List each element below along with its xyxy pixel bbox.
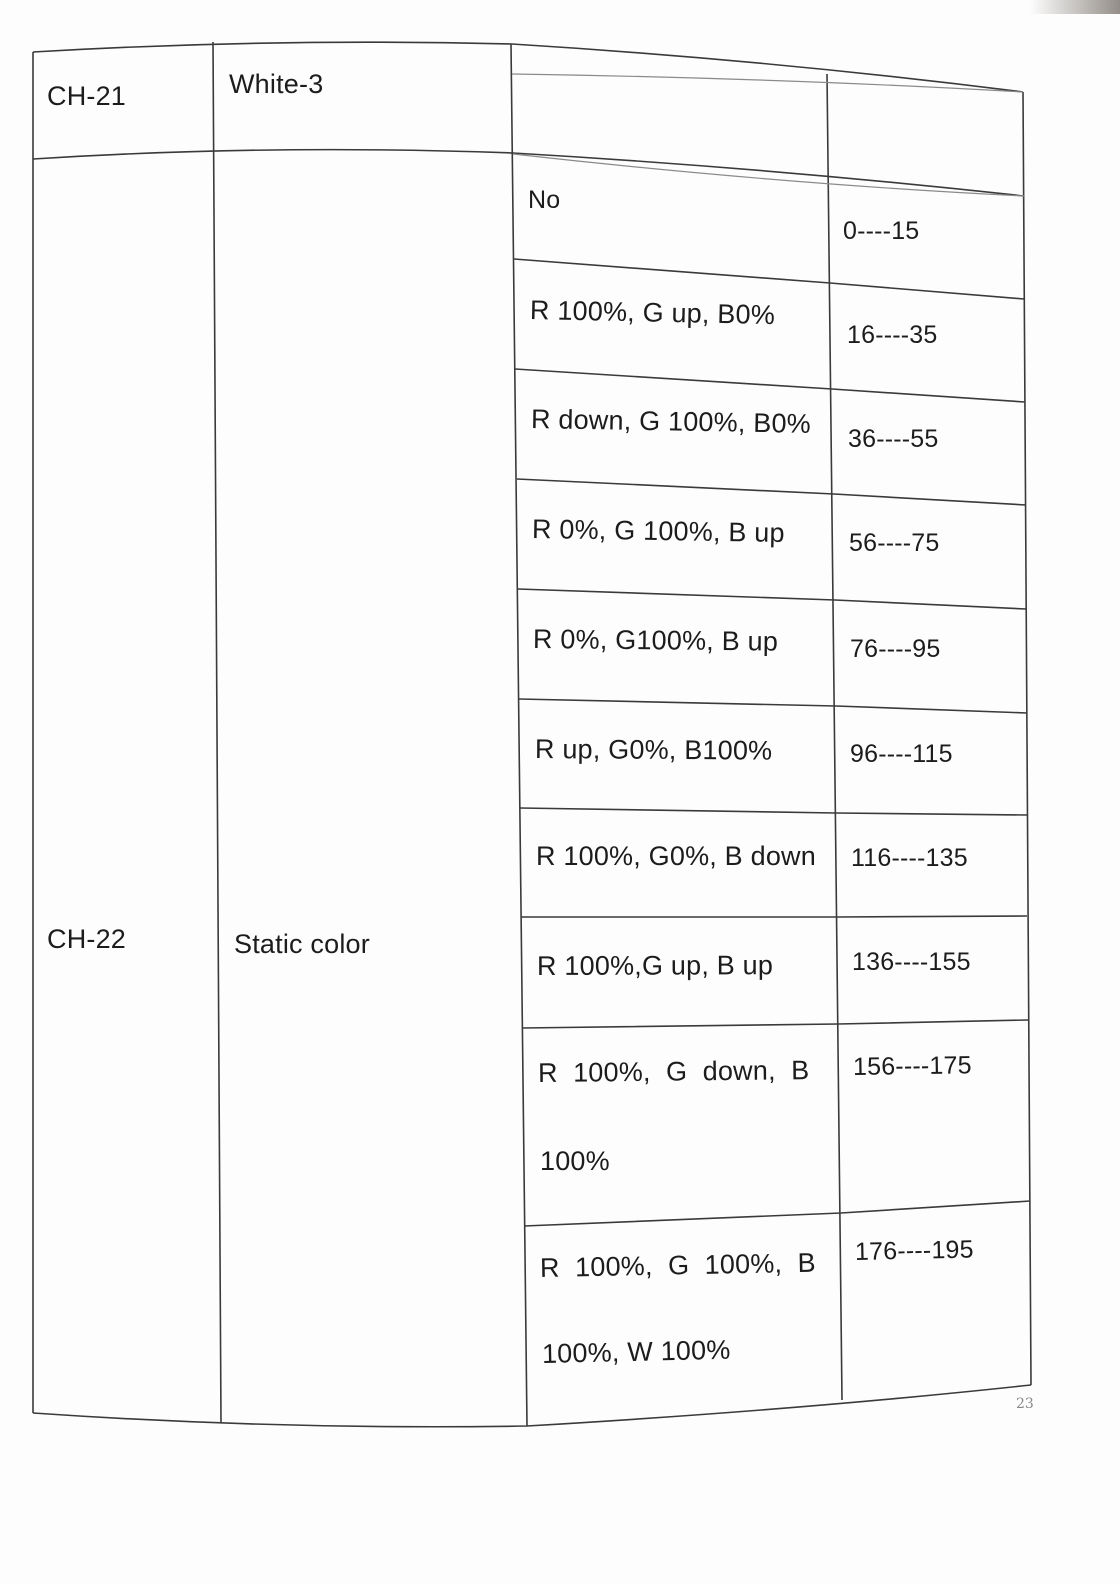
entry-description: R 0%, G100%, B up bbox=[532, 624, 779, 657]
entry-range: 56----75 bbox=[849, 529, 940, 557]
entry-description: R 100%, G0%, B down bbox=[536, 841, 816, 871]
entry-description: R down, G 100%, B0% bbox=[530, 404, 812, 439]
page-number: 23 bbox=[1016, 1396, 1034, 1412]
entry-description: 100% bbox=[540, 1146, 610, 1176]
channel-label: CH-21 bbox=[47, 81, 127, 111]
entry-range: 136----155 bbox=[852, 948, 971, 976]
function-label: Static color bbox=[234, 929, 370, 959]
entry-description: R 100%, G 100%, B bbox=[539, 1247, 817, 1283]
entry-description: R up, G0%, B100% bbox=[534, 734, 773, 766]
entry-description: No bbox=[528, 186, 561, 214]
function-label: White-3 bbox=[229, 69, 324, 99]
channel-label: CH-22 bbox=[47, 924, 127, 954]
entry-range: 116----135 bbox=[851, 844, 968, 872]
entry-description: R 100%, G up, B0% bbox=[529, 295, 776, 331]
entry-range: 176----195 bbox=[854, 1235, 975, 1266]
entry-description: R 100%, G down, B bbox=[537, 1055, 810, 1088]
entry-range: 16----35 bbox=[847, 321, 938, 349]
entry-description: 100%, W 100% bbox=[541, 1334, 731, 1369]
entry-range: 156----175 bbox=[852, 1051, 972, 1081]
entry-range: 96----115 bbox=[850, 740, 953, 768]
entry-description: R 0%, G 100%, B up bbox=[531, 514, 785, 548]
entry-range: 36----55 bbox=[848, 425, 939, 453]
entry-range: 76----95 bbox=[850, 635, 941, 663]
entry-range: 0----15 bbox=[843, 217, 920, 245]
entry-description: R 100%,G up, B up bbox=[536, 950, 774, 981]
